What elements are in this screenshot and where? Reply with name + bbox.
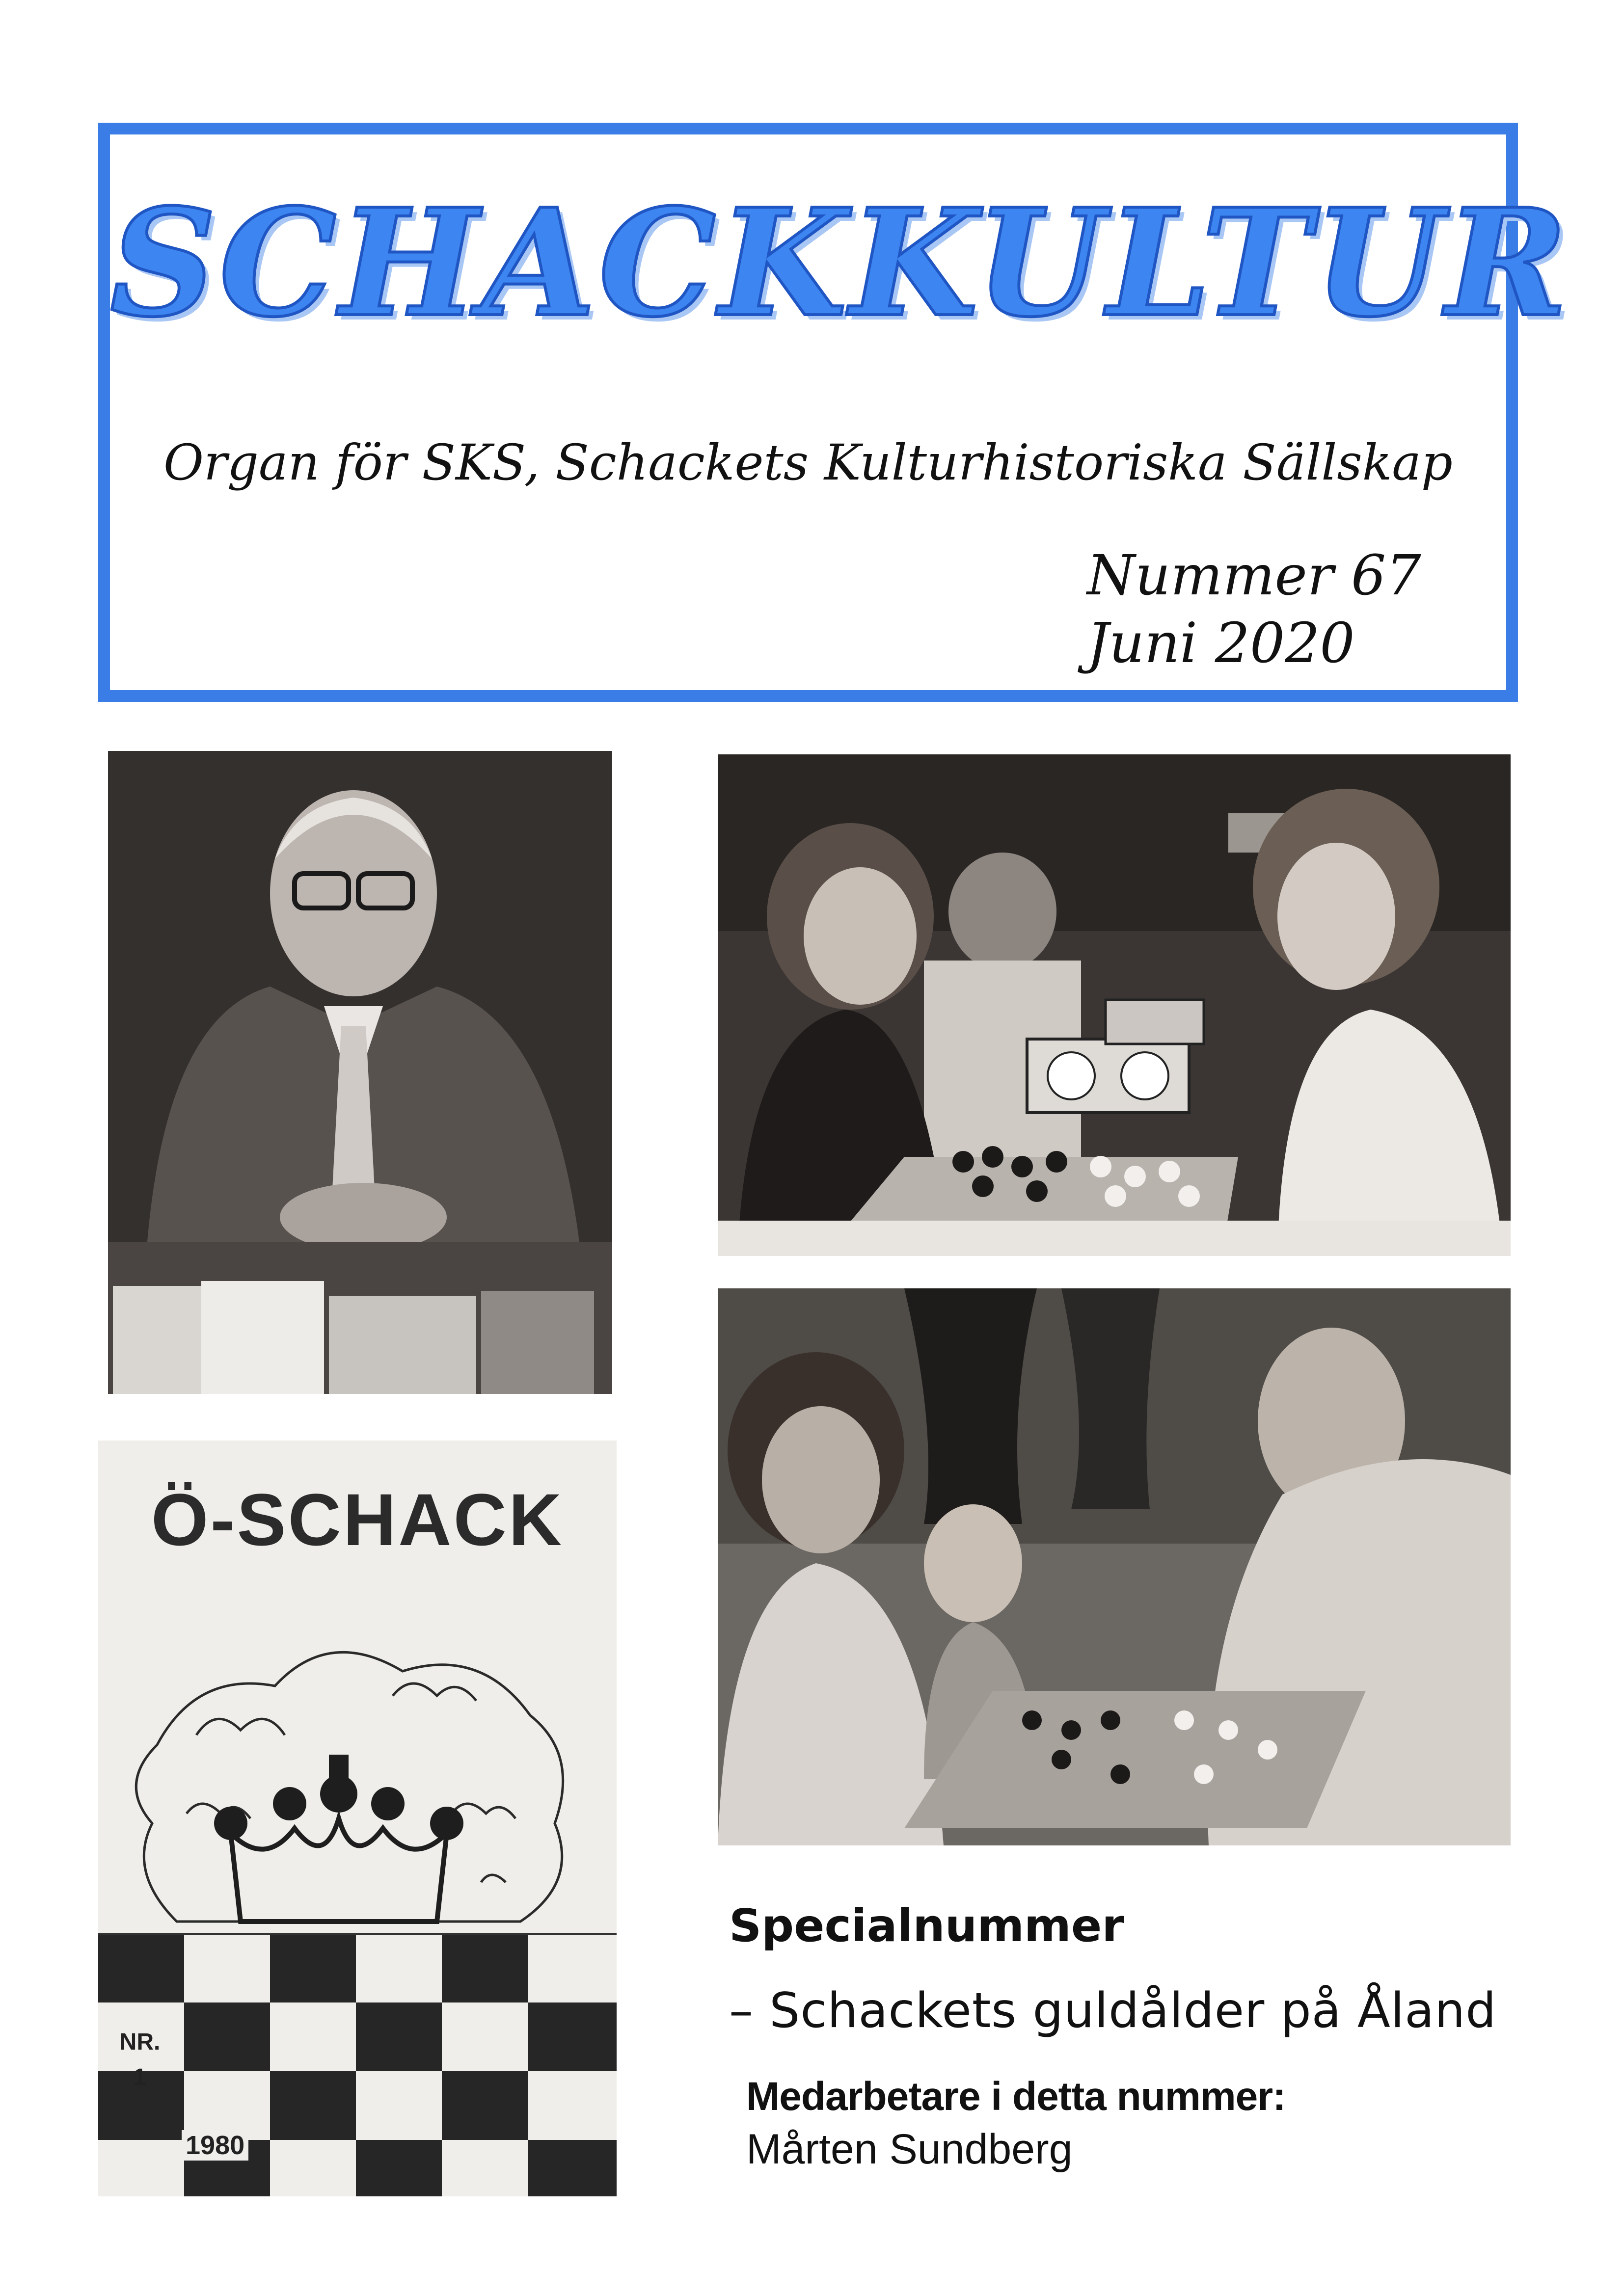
cover-year: 1980	[182, 2130, 248, 2161]
magazine-title: SCHACKKULTUR	[110, 176, 1571, 349]
simul-chess-photo	[718, 1288, 1511, 1845]
youth-chess-photo	[718, 754, 1511, 1256]
portrait-photo	[108, 751, 612, 1394]
oschack-cover-scan	[98, 1441, 617, 2196]
cover-nr-value: 1	[133, 2064, 147, 2090]
cover-title: Ö-SCHACK	[151, 1478, 564, 1561]
masthead-box	[98, 123, 1571, 702]
magazine-subtitle: Organ för SKS, Schackets Kulturhistoriska Sällskap	[163, 434, 1453, 491]
special-heading: Specialnummer	[729, 1899, 1124, 1952]
contributors-label: Medarbetare i detta nummer:	[746, 2074, 1286, 2119]
issue-number: Nummer 67	[1087, 544, 1421, 608]
cover-nr-label: NR.	[119, 2029, 161, 2055]
contributor-name: Mårten Sundberg	[746, 2126, 1073, 2173]
special-theme: – Schackets guldålder på Åland	[729, 1983, 1497, 2039]
issue-date: Juni 2020	[1087, 612, 1355, 675]
crown-illustration	[98, 1441, 617, 2196]
issue-info	[1087, 542, 1421, 677]
cover-issue-block	[113, 2025, 167, 2095]
